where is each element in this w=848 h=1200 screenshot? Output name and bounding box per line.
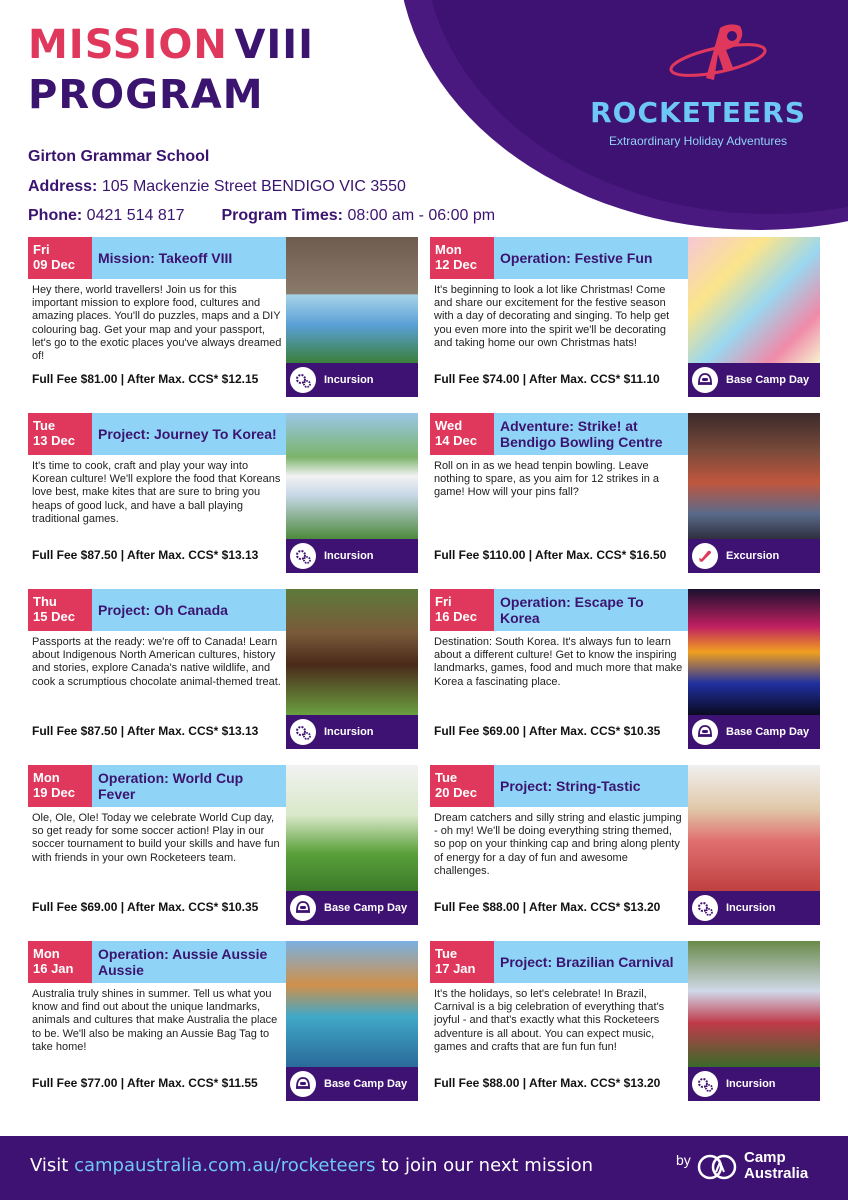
card-type-badge (286, 1067, 418, 1101)
card-title-text: Mission: Takeoff VIII (98, 250, 233, 266)
card-fee: Full Fee $77.00 | After Max. CCS* $11.55 (32, 1076, 258, 1090)
footer-visit-text (30, 1155, 593, 1176)
card-photo (286, 589, 418, 715)
card-day: Mon (33, 770, 60, 785)
card-title-text: Project: Journey To Korea! (98, 426, 277, 442)
camp-australia-logo-icon (696, 1150, 740, 1184)
card-title (494, 589, 688, 631)
card-description: Roll on in as we head tenpin bowling. Leave nothing to spare, as you aim for 12 strikes in a game! How will your pins fall? (434, 460, 660, 499)
program-card (28, 413, 418, 573)
program-card (430, 237, 820, 397)
card-date-value: 14 Dec (435, 433, 477, 448)
card-description: It's the holidays, so let's celebrate! In Brazil, Carnival is a big celebration of everything that's joyful - and that's exactly what this Rocketeers adventure is all about. You can expect music, games and crafts that are fun fun fun! (434, 988, 665, 1053)
footer-url-link[interactable]: campaustralia.com.au/rocketeers (74, 1155, 376, 1176)
card-photo (286, 413, 418, 539)
card-description: It's time to cook, craft and play your way into Korean culture! We'll explore the food that Koreans love best, make kites that are sure to bring you heaps of good luck, and have a ball playing traditional games. (32, 460, 281, 525)
card-title (494, 413, 688, 455)
card-day: Thu (33, 594, 57, 609)
card-description: Passports at the ready: we're off to Canada! Learn about Indigenous North American cultures, history and stories, explore Canada's native wildlife, and cook a scrumptious chocolate animal-themed treat. (32, 636, 281, 688)
gears-icon (692, 1071, 718, 1097)
card-photo (688, 413, 820, 539)
card-type-label: Incursion (726, 1078, 776, 1090)
card-photo (688, 765, 820, 891)
program-card (430, 941, 820, 1101)
card-photo (688, 941, 820, 1067)
card-type-badge (688, 363, 820, 397)
card-title (494, 237, 688, 279)
card-day: Fri (435, 594, 452, 609)
card-type-label: Base Camp Day (726, 374, 810, 386)
card-date-value: 17 Jan (435, 961, 476, 976)
card-fee: Full Fee $87.50 | After Max. CCS* $13.13 (32, 724, 259, 738)
card-fee: Full Fee $88.00 | After Max. CCS* $13.20 (434, 1076, 661, 1090)
address-label: Address: (28, 178, 98, 195)
program-card (430, 413, 820, 573)
address-line (28, 178, 406, 196)
card-date (28, 765, 92, 807)
card-day: Mon (435, 242, 462, 257)
card-description: Ole, Ole, Ole! Today we celebrate World Cup day, so get ready for some soccer action! Play in our soccer tournament to build your skills and have fun with friends in your own Rocketeers team. (32, 812, 280, 864)
card-type-badge (286, 715, 418, 749)
brand-name: ROCKETEERS (590, 96, 806, 129)
gears-icon (290, 367, 316, 393)
card-photo (286, 765, 418, 891)
card-date-value: 13 Dec (33, 433, 75, 448)
visit-suffix: to join our next mission (381, 1155, 593, 1176)
phone-line (28, 207, 495, 225)
program-card (28, 237, 418, 397)
card-title (92, 237, 286, 279)
card-type-label: Incursion (324, 550, 374, 562)
card-fee: Full Fee $69.00 | After Max. CCS* $10.35 (434, 724, 661, 738)
card-fee: Full Fee $88.00 | After Max. CCS* $13.20 (434, 900, 661, 914)
card-type-label: Incursion (324, 726, 374, 738)
card-day: Fri (33, 242, 50, 257)
partner-name (744, 1150, 808, 1182)
card-title (92, 941, 286, 983)
card-date (430, 765, 494, 807)
program-card (430, 765, 820, 925)
card-type-badge (286, 539, 418, 573)
rocket-icon (692, 543, 718, 569)
card-date-value: 16 Jan (33, 961, 74, 976)
card-title (494, 941, 688, 983)
card-date-value: 15 Dec (33, 609, 75, 624)
card-date (28, 589, 92, 631)
card-date (430, 237, 494, 279)
card-day: Tue (435, 946, 458, 961)
card-title-text: Operation: Festive Fun (500, 250, 653, 266)
card-day: Tue (435, 770, 458, 785)
title-number: VIII (234, 22, 315, 68)
gears-icon (290, 719, 316, 745)
card-type-label: Incursion (324, 374, 374, 386)
partner-line2: Australia (744, 1165, 809, 1182)
card-fee: Full Fee $69.00 | After Max. CCS* $10.35 (32, 900, 259, 914)
title-mission: MISSION (28, 22, 228, 68)
card-description: Destination: South Korea. It's always fun to learn about a different culture! Get to know the inspiring landmarks, games, food and much more that make Korea a fascinating place. (434, 636, 683, 688)
card-title-text: Project: String-Tastic (500, 778, 641, 794)
card-day: Wed (435, 418, 463, 433)
visit-prefix: Visit (30, 1155, 69, 1176)
card-date (28, 237, 92, 279)
card-type-label: Base Camp Day (324, 1078, 408, 1090)
title-program: PROGRAM (28, 72, 264, 118)
card-type-badge (286, 891, 418, 925)
card-type-badge (688, 1067, 820, 1101)
card-title-text: Project: Brazilian Carnival (500, 954, 674, 970)
brand-tagline: Extraordinary Holiday Adventures (608, 134, 788, 148)
card-fee: Full Fee $81.00 | After Max. CCS* $12.15 (32, 372, 259, 386)
card-description: It's beginning to look a lot like Christmas! Come and share our excitement for the festive season with a day of decorating and singing. To help get you even more into the spirit we'll be decorating and taking home our own Christmas hats! (434, 284, 670, 349)
gears-icon (692, 895, 718, 921)
card-type-badge (286, 363, 418, 397)
program-card (28, 765, 418, 925)
card-title-text: Operation: Escape To Korea (500, 594, 644, 626)
card-description: Dream catchers and silly string and elastic jumping - oh my! We'll be doing everything string themed, so pop on your thinking cap and bring along plenty of energy for a day of fun and awesome challenges. (434, 812, 682, 877)
card-fee: Full Fee $74.00 | After Max. CCS* $11.10 (434, 372, 660, 386)
card-type-label: Incursion (726, 902, 776, 914)
card-title (92, 413, 286, 455)
page-title (28, 24, 314, 116)
program-card (28, 589, 418, 749)
card-date-value: 16 Dec (435, 609, 477, 624)
card-date-value: 20 Dec (435, 785, 477, 800)
address-value: 105 Mackenzie Street BENDIGO VIC 3550 (101, 178, 406, 195)
card-title-text: Adventure: Strike! at Bendigo Bowling Centre (500, 418, 663, 450)
phone-value: 0421 514 817 (86, 207, 185, 224)
card-title (92, 589, 286, 631)
helmet-icon (290, 1071, 316, 1097)
card-title (494, 765, 688, 807)
card-title (92, 765, 286, 807)
card-date (430, 413, 494, 455)
footer-bar (0, 1136, 848, 1200)
card-fee: Full Fee $110.00 | After Max. CCS* $16.50 (434, 548, 667, 562)
brand-block (568, 0, 848, 200)
card-date (430, 941, 494, 983)
card-date (28, 941, 92, 983)
school-name: Girton Grammar School (28, 148, 210, 165)
card-description: Australia truly shines in summer. Tell us what you know and find out about the unique landmarks, animals and cultures that make Australia the place to be. We'll also be making an Aussie Bag Tag to take home! (32, 988, 278, 1053)
card-day: Mon (33, 946, 60, 961)
card-type-badge (688, 539, 820, 573)
times-label: Program Times: (221, 207, 343, 224)
card-date-value: 12 Dec (435, 257, 477, 272)
card-fee: Full Fee $87.50 | After Max. CCS* $13.13 (32, 548, 259, 562)
card-date-value: 19 Dec (33, 785, 75, 800)
card-photo (286, 237, 418, 363)
card-type-badge (688, 891, 820, 925)
card-title-text: Project: Oh Canada (98, 602, 228, 618)
program-card (430, 589, 820, 749)
helmet-icon (692, 367, 718, 393)
card-date-value: 09 Dec (33, 257, 75, 272)
card-description: Hey there, world travellers! Join us for this important mission to explore food, cultures and amazing places. You'll do puzzles, maps and a DIY colouring bag. Get your map and your passport, let's go to the exotic places you've always dreamed of! (32, 284, 282, 363)
card-date (28, 413, 92, 455)
card-day: Tue (33, 418, 56, 433)
card-type-label: Excursion (726, 550, 780, 562)
card-title-text: Operation: Aussie Aussie Aussie (98, 946, 268, 978)
card-photo (688, 589, 820, 715)
phone-label: Phone: (28, 207, 83, 224)
rocket-logo-icon (668, 18, 768, 88)
partner-line1: Camp (744, 1149, 786, 1166)
times-value: 08:00 am - 06:00 pm (347, 207, 496, 224)
card-type-label: Base Camp Day (324, 902, 408, 914)
helmet-icon (290, 895, 316, 921)
card-photo (286, 941, 418, 1067)
card-photo (688, 237, 820, 363)
card-type-badge (688, 715, 820, 749)
footer-by: by (676, 1152, 691, 1168)
card-title-text: Operation: World Cup Fever (98, 770, 244, 802)
gears-icon (290, 543, 316, 569)
card-type-label: Base Camp Day (726, 726, 810, 738)
program-card (28, 941, 418, 1101)
card-date (430, 589, 494, 631)
helmet-icon (692, 719, 718, 745)
